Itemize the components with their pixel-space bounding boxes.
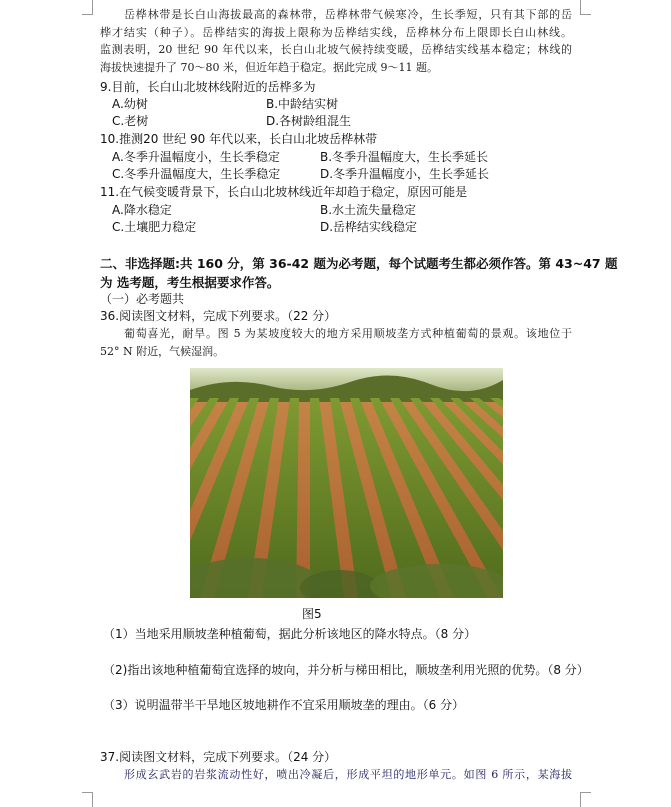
q10-option-a: A.冬季升温幅度小，生长季稳定 (112, 150, 280, 164)
passage-line: 桦才结实（种子）。岳桦结实的海拔上限称为岳桦结实线，岳桦林分布上限即长白山林线。 (100, 26, 572, 39)
page-corner-mark (82, 792, 93, 807)
passage-line: 葡萄喜光，耐旱。图 5 为某坡度较大的地方采用顺坡垄方式种植葡萄的景观。该地位于 (124, 327, 572, 340)
passage-line: 监测表明，20 世纪 90 年代以来，长白山北坡气候持续变暖，岳桦结实线基本稳定；林线的 (100, 43, 572, 56)
page-corner-mark (82, 0, 93, 15)
q36-part-1: （1）当地采用顺坡垄种植葡萄，据此分析该地区的降水特点。（8 分） (103, 627, 477, 641)
page-corner-mark (580, 792, 591, 807)
section-2-header: 为 选考题，考生根据要求作答。 (100, 275, 280, 290)
question-11-stem: 11.在气候变暖背景下，长白山北坡林线近年却趋于稳定，原因可能是 (100, 185, 468, 199)
question-36-stem: 36.阅读图文材料，完成下列要求。（22 分） (100, 309, 337, 323)
q9-option-a: A.幼树 (112, 97, 148, 111)
question-10-stem: 10.推测20 世纪 90 年代以来，长白山北坡岳桦林带 (100, 132, 378, 146)
q36-part-2: （2)指出该地种植葡萄宜选择的坡向，并分析与梯田相比，顺坡垄利用光照的优势。（8 分） (103, 663, 589, 677)
section-subheader: （一）必考题共 (100, 292, 185, 306)
q11-option-d: D.岳桦结实线稳定 (320, 220, 418, 234)
q11-option-a: A.降水稳定 (112, 203, 172, 217)
page-corner-mark (580, 0, 591, 15)
q36-part-3: （3）说明温带半干旱地区坡地耕作不宜采用顺坡垄的理由。（6 分） (103, 698, 465, 712)
question-37-stem: 37.阅读图文材料，完成下列要求。（24 分） (100, 750, 337, 764)
q10-option-b: B.冬季升温幅度大，生长季延长 (320, 150, 489, 164)
q9-option-c: C.老树 (112, 114, 149, 128)
section-2-header: 二、非选择题:共 160 分，第 36-42 题为必考题，每个试题考生都必须作答。第 43~47 题 (100, 256, 618, 271)
passage-line: 岳桦林带是长白山海拔最高的森林带，岳桦林带气候寒冷，生长季短，只有其下部的岳 (124, 8, 572, 21)
vineyard-photo (190, 368, 503, 598)
passage-line: 52° N 附近，气候湿润。 (100, 345, 225, 358)
question-9-stem: 9.目前，长白山北坡林线附近的岳桦多为 (100, 80, 316, 94)
q9-option-b: B.中龄结实树 (266, 97, 339, 111)
q10-option-c: C.冬季升温幅度大，生长季稳定 (112, 167, 281, 181)
q10-option-d: D.冬季升温幅度小，生长季延长 (320, 167, 490, 181)
q11-option-b: B.水土流失量稳定 (320, 203, 417, 217)
passage-line: 形成玄武岩的岩浆流动性好，喷出冷凝后，形成平坦的地形单元。如图 6 所示，某海拔 (124, 768, 572, 781)
q9-option-d: D.各树龄组混生 (266, 114, 352, 128)
q11-option-c: C.土壤肥力稳定 (112, 220, 197, 234)
passage-line: 海拔快速提升了 70～80 米，但近年趋于稳定。据此完成 9～11 题。 (100, 61, 438, 74)
figure-caption: 图5 (302, 607, 322, 621)
